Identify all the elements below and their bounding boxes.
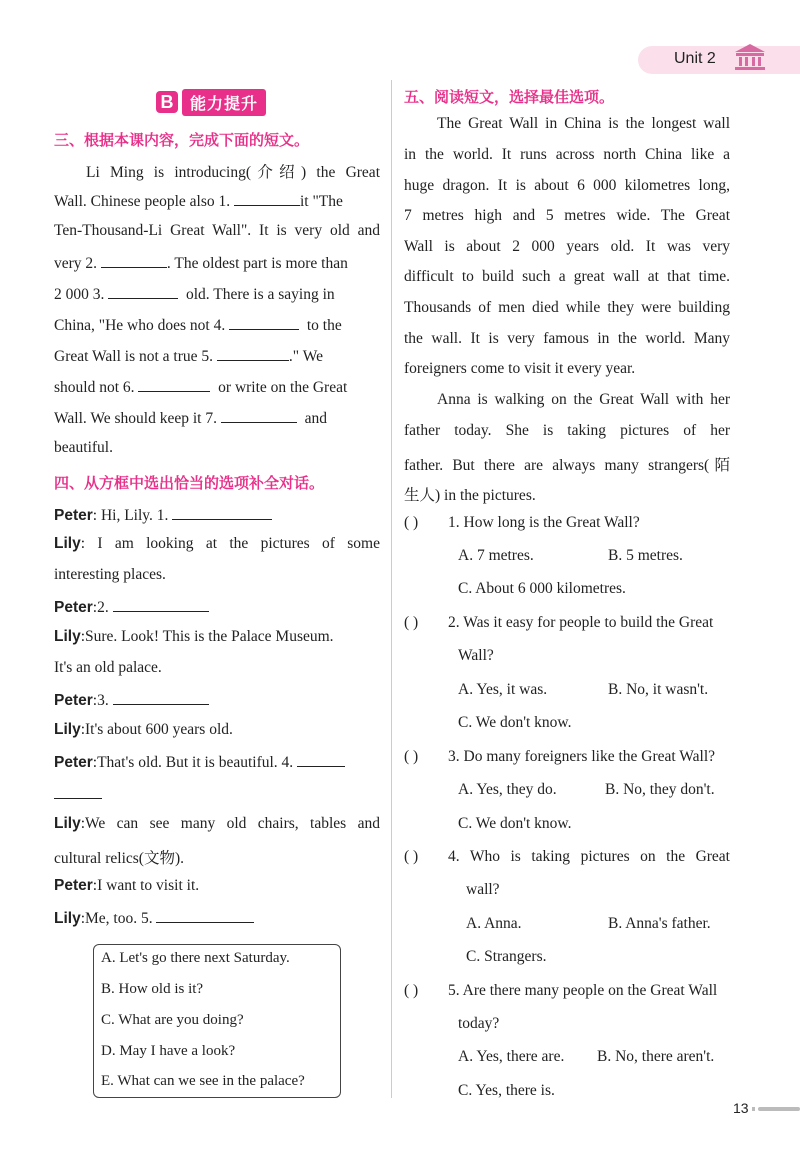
part3-line: Great Wall is not a true 5. ." We [54, 348, 323, 365]
page-bar [758, 1107, 800, 1111]
question-text-cont: wall? [466, 881, 500, 898]
answer-blank-continuation[interactable] [54, 798, 102, 799]
passage-line: father today. She is taking pictures of her [404, 422, 730, 439]
dialogue-line: Peter:That's old. But it is beautiful. 4. [54, 752, 345, 772]
choice-b: B. Anna's father. [608, 915, 711, 932]
answer-blank[interactable] [229, 315, 299, 330]
part3-line: Ten-Thousand-Li Great Wall". It is very old and [54, 222, 380, 239]
part3-line: 2 000 3. old. There is a saying in [54, 286, 335, 303]
choice-b: B. No, there aren't. [597, 1048, 715, 1065]
part3-line: China, "He who does not 4. to the [54, 317, 342, 334]
question-text-cont: today? [458, 1015, 500, 1032]
part3-line: should not 6. or write on the Great [54, 379, 348, 396]
part4-heading: 四、从方框中选出恰当的选项补全对话。 [54, 474, 325, 492]
page-number: 13 [733, 1100, 749, 1116]
speaker: Peter [54, 599, 93, 616]
answer-blank[interactable] [101, 253, 167, 268]
dialogue-line: Peter:3. [54, 690, 209, 710]
answer-paren[interactable]: ( ) [404, 982, 419, 999]
choice-c: C. We don't know. [458, 815, 572, 832]
dialogue-line: Peter: Hi, Lily. 1. [54, 505, 272, 525]
dialogue-line: cultural relics(文物). [54, 850, 184, 867]
part3-line: Wall. We should keep it 7. and [54, 410, 327, 427]
answer-blank[interactable] [297, 752, 345, 767]
dialogue-line: Lily:It's about 600 years old. [54, 721, 233, 738]
section-letter: B [156, 91, 178, 113]
dialogue-line: Lily:We can see many old chairs, tables and [54, 815, 380, 832]
answer-blank[interactable] [221, 408, 297, 423]
column-divider [391, 80, 392, 1098]
question-text: 2. Was it easy for people to build the Great [448, 614, 714, 631]
answer-paren[interactable]: ( ) [404, 848, 419, 865]
passage-line: huge dragon. It is about 6 000 kilometres long, [404, 177, 730, 194]
answer-blank[interactable] [113, 690, 209, 705]
choice-b: B. No, they don't. [605, 781, 715, 798]
dialogue-line: interesting places. [54, 566, 166, 583]
answer-paren[interactable]: ( ) [404, 514, 419, 531]
page-dot [752, 1107, 755, 1111]
choice-c: C. Yes, there is. [458, 1082, 555, 1099]
choice-c: C. Strangers. [466, 948, 547, 965]
part3-line: very 2. . The oldest part is more than [54, 255, 348, 272]
speaker: Peter [54, 877, 93, 894]
part5-heading: 五、阅读短文，选择最佳选项。 [404, 88, 615, 106]
passage-line: difficult to build such a great wall at that time. [404, 268, 730, 285]
speaker: Lily [54, 910, 81, 927]
speaker: Lily [54, 815, 81, 832]
dialogue-line: It's an old palace. [54, 659, 162, 676]
passage-line: 生人) in the pictures. [404, 487, 536, 504]
passage-line: 7 metres high and 5 metres wide. The Great [404, 207, 730, 224]
passage-line: foreigners come to visit it every year. [404, 360, 636, 377]
dialogue-line: Lily:Me, too. 5. [54, 908, 254, 928]
option-item: B. How old is it? [101, 981, 204, 997]
question-text: 5. Are there many people on the Great Wall [448, 982, 718, 999]
dialogue-line: Peter:2. [54, 597, 209, 617]
answer-paren[interactable]: ( ) [404, 748, 419, 765]
speaker: Lily [54, 721, 81, 738]
speaker: Peter [54, 507, 93, 524]
option-item: D. May I have a look? [101, 1043, 236, 1059]
temple-icon [733, 42, 767, 77]
unit-label: Unit 2 [674, 50, 716, 67]
section-title: 能力提升 [182, 89, 266, 116]
choice-a: A. Yes, there are. [458, 1048, 565, 1065]
passage-line: Anna is walking on the Great Wall with her [437, 391, 730, 408]
choice-a: A. Yes, it was. [458, 681, 548, 698]
dialogue-line: Lily:Sure. Look! This is the Palace Museum. [54, 628, 334, 645]
answer-blank[interactable] [113, 597, 209, 612]
question-text: 3. Do many foreigners like the Great Wall? [448, 748, 716, 765]
dialogue-line: Lily: I am looking at the pictures of some [54, 535, 380, 552]
option-item: A. Let's go there next Saturday. [101, 950, 290, 966]
choice-b: B. 5 metres. [608, 547, 683, 564]
speaker: Peter [54, 692, 93, 709]
passage-line: Wall is about 2 000 years old. It was very [404, 238, 730, 255]
part3-line: beautiful. [54, 439, 113, 456]
option-item: C. What are you doing? [101, 1012, 244, 1028]
answer-blank[interactable] [156, 908, 254, 923]
passage-line: in the world. It runs across north China like a [404, 146, 730, 163]
choice-c: C. We don't know. [458, 714, 572, 731]
unit-tab [638, 46, 800, 74]
speaker: Peter [54, 754, 93, 771]
passage-line: Thousands of men died while they were building [404, 299, 730, 316]
answer-blank[interactable] [234, 191, 300, 206]
question-text: 1. How long is the Great Wall? [448, 514, 640, 531]
passage-line: The Great Wall in China is the longest wall [437, 115, 730, 132]
answer-blank[interactable] [138, 377, 210, 392]
speaker: Lily [54, 535, 81, 552]
section-badge [156, 89, 266, 115]
choice-a: A. 7 metres. [458, 547, 534, 564]
answer-blank[interactable] [108, 284, 178, 299]
question-text: 4. Who is taking pictures on the Great [448, 848, 730, 865]
passage-line: father. But there are always many strangers(陌 [404, 457, 730, 474]
dialogue-line: Peter:I want to visit it. [54, 877, 200, 894]
answer-blank[interactable] [217, 346, 289, 361]
choice-a: A. Anna. [466, 915, 522, 932]
part3-line: Li Ming is introducing(介绍) the Great [86, 164, 380, 181]
question-text-cont: Wall? [458, 647, 494, 664]
part3-line: Wall. Chinese people also 1. it "The [54, 193, 343, 210]
choice-b: B. No, it wasn't. [608, 681, 709, 698]
choice-c: C. About 6 000 kilometres. [458, 580, 626, 597]
answer-paren[interactable]: ( ) [404, 614, 419, 631]
choice-a: A. Yes, they do. [458, 781, 557, 798]
part3-heading: 三、根据本课内容，完成下面的短文。 [54, 131, 310, 149]
passage-line: the wall. It is very famous in the world. Many [404, 330, 730, 347]
option-item: E. What can we see in the palace? [101, 1073, 305, 1089]
speaker: Lily [54, 628, 81, 645]
answer-blank[interactable] [172, 505, 272, 520]
